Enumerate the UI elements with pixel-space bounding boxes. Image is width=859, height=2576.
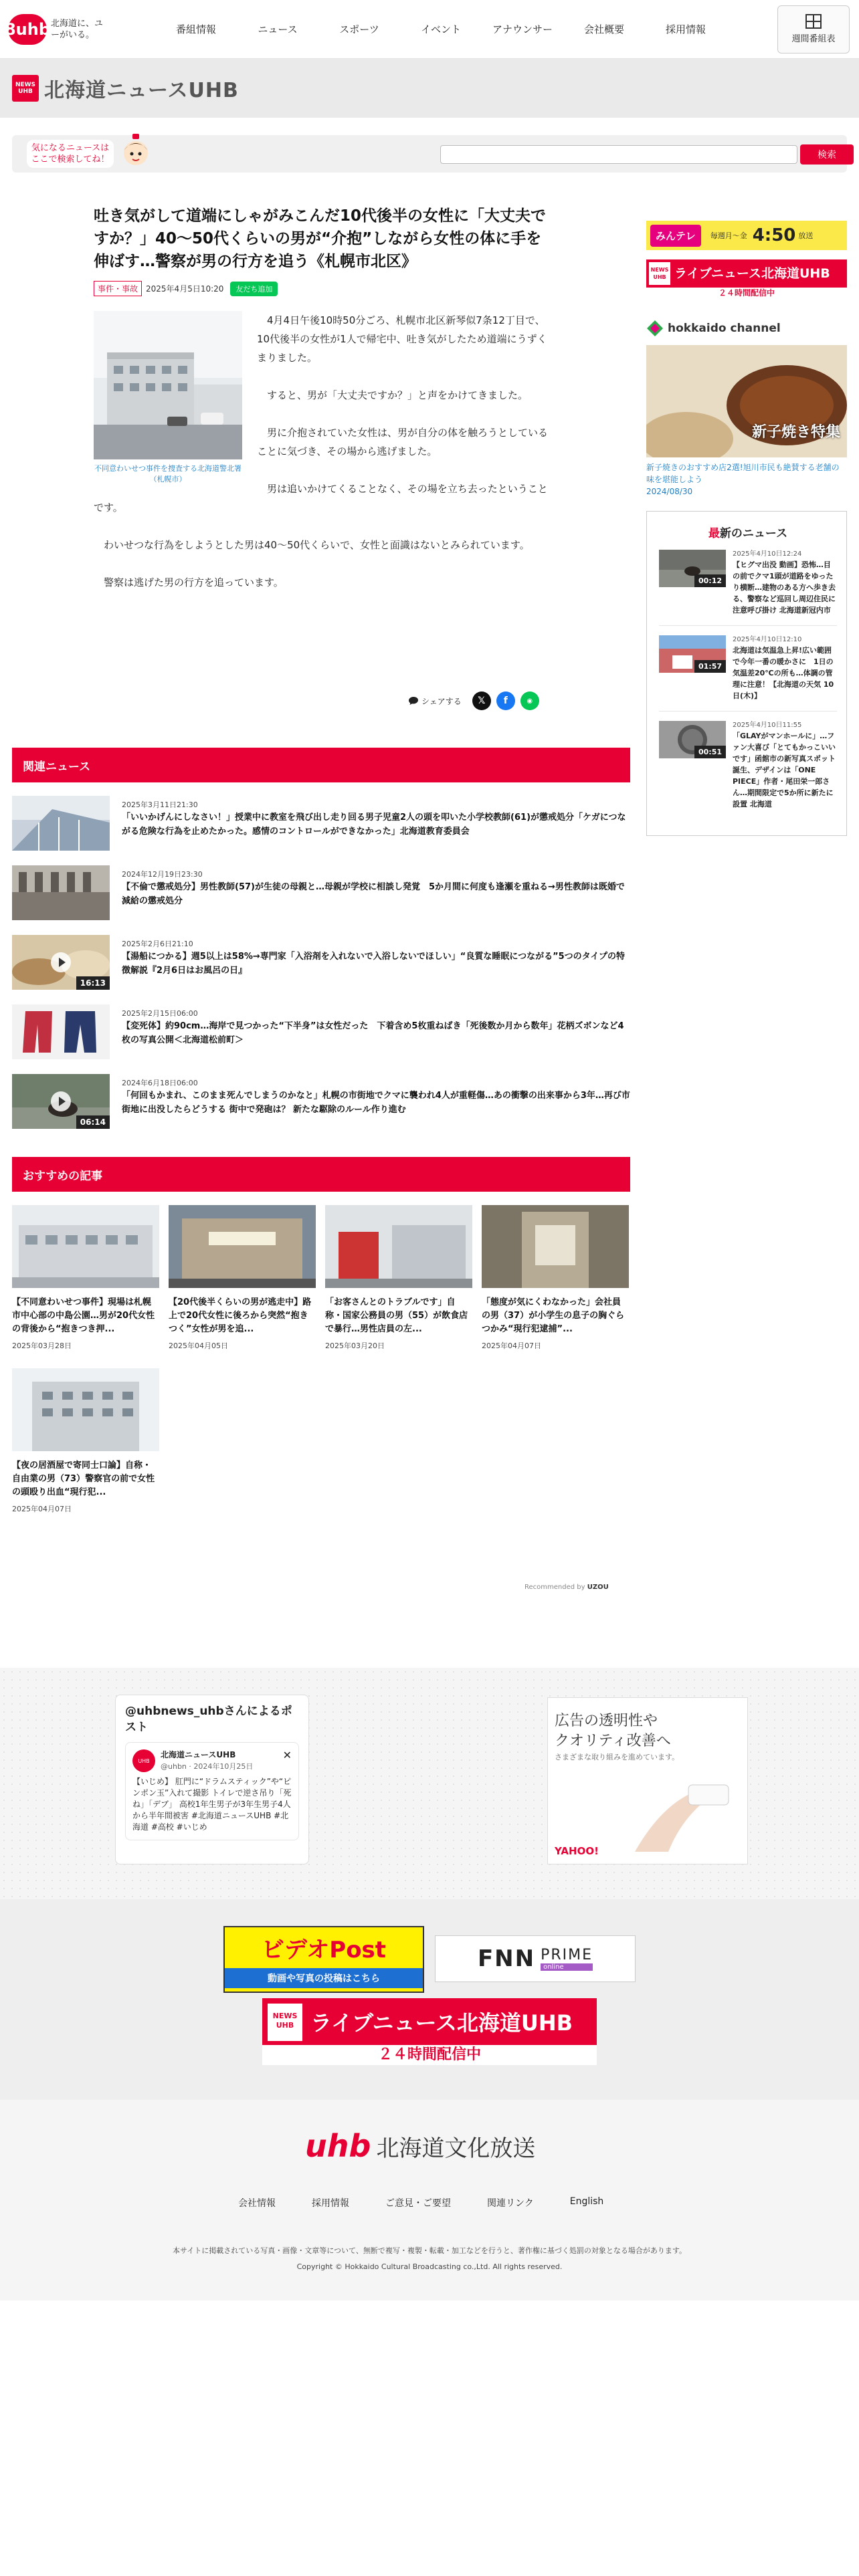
related-news-heading: 関連ニュース xyxy=(12,748,630,782)
related-item[interactable] xyxy=(12,1074,630,1144)
latest-thumb xyxy=(659,635,726,673)
related-item[interactable] xyxy=(12,935,630,1004)
related-thumb xyxy=(12,935,110,990)
site-header xyxy=(0,0,859,59)
related-item[interactable] xyxy=(12,865,630,935)
program-guide-button[interactable] xyxy=(777,5,850,53)
live-footer-logo: NEWS UHB xyxy=(268,2004,302,2041)
article-paragraph: 男に介抱されていた女性は、男が自分の体を触ろうとしていることに気づき、その場から逃げました。 xyxy=(257,427,549,457)
hokkaido-channel-logo-icon xyxy=(646,320,664,337)
related-thumb xyxy=(12,1004,110,1059)
article xyxy=(94,205,549,706)
social-ad-area xyxy=(0,1668,859,1899)
live-footer-sub: ２４時間配信中 xyxy=(262,2045,597,2065)
hokkaido-channel-name: hokkaido channel xyxy=(668,322,781,335)
x-embed-heading: @uhbnews_uhbさんによるポスト xyxy=(125,1705,292,1734)
recommended-thumb xyxy=(169,1205,316,1288)
footer-link-related[interactable]: 関連リンク xyxy=(487,2198,534,2209)
hand-illustration-icon xyxy=(622,1778,742,1858)
latest-news-box xyxy=(646,511,847,836)
x-post-text: 【いじめ】 肛門に“ドラムスティック”や“ピンポン玉”入れて撮影 トイレで逆さ吊り「死ね」「デブ」 高校1年生男子が3年生男子4人から半年間被害 #北海道ニュースUHB #北海道 #高校 #いじめ xyxy=(132,1777,292,1832)
footer-link-company[interactable]: 会社情報 xyxy=(238,2198,276,2209)
latest-date: 2025年4月10日12:10 xyxy=(733,636,802,643)
related-title[interactable]: 「何回もかまれ、このまま死んでしまうのかなと」札幌の市街地でクマに襲われ4人が重軽傷…あの衝撃の出来事から3年…再び市街地に出没したらどうする 街中で発砲は？ 新たな駆除のルール作り進む xyxy=(122,1091,630,1115)
related-date: 2025年3月11日21:30 xyxy=(122,800,198,809)
video-post-sub: 動画や写真の投稿はこちら xyxy=(225,1968,423,1988)
mascot-icon xyxy=(116,132,155,171)
article-paragraph: 男は追いかけてくることなく、その場を立ち去ったということです。 xyxy=(94,483,548,514)
latest-news-item[interactable] xyxy=(659,721,837,819)
related-thumb xyxy=(12,865,110,920)
x-handle: @uhbn · 2024年10月25日 xyxy=(161,1762,254,1771)
latest-date: 2025年4月10日12:24 xyxy=(733,550,802,558)
speech-bubble-icon xyxy=(408,696,419,706)
search-button[interactable]: 検索 xyxy=(800,144,854,165)
recommended-date: 2025年04月07日 xyxy=(12,1505,72,1513)
site-logo[interactable] xyxy=(4,14,142,45)
nav-events[interactable]: イベント xyxy=(420,23,461,35)
latest-thumb xyxy=(659,550,726,587)
live-footer-title: ライブニュース北海道UHB xyxy=(310,2010,573,2036)
mintele-schedule: 毎週月～金 xyxy=(710,231,747,240)
article-body xyxy=(94,311,549,592)
recommended-date: 2025年04月05日 xyxy=(169,1341,228,1350)
related-title[interactable]: 【湯船につかる】週5以上は58%→専門家「入浴剤を入れないで入浴しないでほしい」“良質な睡眠につながる”5つのタイプの特徴解説『2月6日はお風呂の日』 xyxy=(122,952,626,976)
global-nav xyxy=(155,22,727,36)
recommended-title: 【不同意わいせつ事件】現場は札幌市中心部の中島公園…男が20代女性の背後から“抱きつき押... xyxy=(12,1297,155,1334)
share-bar xyxy=(408,691,539,710)
article-figure xyxy=(94,311,242,485)
latest-title[interactable]: 北海道は気温急上昇!広い範囲で今年一番の暖かさに 1日の気温差20℃の所も…体調の管理に注意！【北海道の天気 10日(木)】 xyxy=(733,646,834,700)
article-paragraph: 4月4日午後10時50分ごろ、札幌市北区新琴似7条12丁目で、10代後半の女性が1人で帰宅中、吐き気がしたため道端にうずくまりました。 xyxy=(257,314,547,364)
latest-date: 2025年4月10日11:55 xyxy=(733,722,802,729)
footer-notice xyxy=(0,2243,859,2275)
recommended-card[interactable] xyxy=(482,1205,629,1351)
recommended-date: 2025年03月28日 xyxy=(12,1341,72,1350)
recommended-card[interactable] xyxy=(12,1368,159,1514)
recommended-thumb xyxy=(12,1205,159,1288)
recommended-thumb xyxy=(482,1205,629,1288)
related-date: 2024年12月19日23:30 xyxy=(122,870,203,879)
video-duration: 06:14 xyxy=(76,1115,110,1129)
article-paragraph: わいせつな行為をしようとした男は40～50代くらいで、女性と面識はないとみられています。 xyxy=(104,539,530,551)
mintele-brand: みんテレ xyxy=(650,225,701,247)
x-post[interactable] xyxy=(125,1742,299,1840)
latest-title[interactable]: 「GLAYがマンホールに」…ファン大喜び「とてもかっこいいです」函館市の新写真スポット誕生、デザインは「ONE PIECE」作者・尾田栄一郎さん…期間限定で5か所に新たに設置 北海道 xyxy=(733,732,836,809)
video-post-banner[interactable] xyxy=(223,1926,424,1993)
sidebar xyxy=(646,221,847,836)
footer-brand-name: 北海道文化放送 xyxy=(376,2135,536,2162)
video-post-title: ビデオPost xyxy=(261,1937,387,1963)
related-news-list xyxy=(12,796,630,1144)
ad-banner[interactable] xyxy=(547,1697,748,1864)
related-title[interactable]: 「いいかげんにしなさい！」授業中に教室を飛び出し走り回る男子児童2人の頭を叩いた小学校教師(61)が懲戒処分「ケガにつながる危険な行為を止めたかった。感情のコントロールができなかった」北海道教育委員会 xyxy=(122,813,626,837)
nav-news[interactable]: ニュース xyxy=(258,23,298,35)
video-duration: 01:57 xyxy=(694,660,726,673)
recommended-card[interactable] xyxy=(12,1205,159,1351)
recommended-by: Recommended by UZOU xyxy=(524,1584,609,1591)
nav-programs[interactable]: 番組情報 xyxy=(175,23,216,35)
recommended-grid xyxy=(12,1205,630,1531)
copyright-text: Copyright © Hokkaido Cultural Broadcasting co.,Ltd. All rights reserved. xyxy=(296,2262,563,2271)
search-input[interactable] xyxy=(440,145,797,164)
calendar-grid-icon xyxy=(805,14,822,29)
hokkaido-channel[interactable] xyxy=(646,318,847,498)
recommended-title: 【夜の居酒屋で寄同士口論】自称・自由業の男（73）警察官の前で女性の頭殴り出血“現行犯... xyxy=(12,1461,155,1497)
site-footer xyxy=(0,2100,859,2300)
share-label: シェアする xyxy=(408,695,462,707)
recommended-thumb xyxy=(12,1368,159,1451)
search-bar xyxy=(12,135,847,173)
fnn-online: online xyxy=(541,1963,593,1971)
live-news-footer-banner[interactable] xyxy=(262,1998,597,2065)
live-news-title: ライブニュース北海道UHB xyxy=(674,266,830,281)
live-news-logo: NEWS UHB xyxy=(649,262,670,285)
nav-recruit[interactable]: 採用情報 xyxy=(665,23,706,35)
article-photo[interactable] xyxy=(94,311,242,459)
fnn-logo: FNN xyxy=(477,1945,536,1972)
latest-news-heading: 最新のニュース xyxy=(708,527,788,540)
x-embed[interactable] xyxy=(115,1695,309,1864)
news-banner xyxy=(0,59,859,118)
category-badge[interactable]: 事件・事故 xyxy=(94,281,142,296)
footer-link-feedback[interactable]: ご意見・ご要望 xyxy=(385,2198,451,2209)
play-icon[interactable] xyxy=(51,952,71,972)
recommended-title: 【20代後半くらいの男が逃走中】路上で20代女性に後ろから突然“抱きつく”女性が男を追... xyxy=(169,1297,312,1334)
nav-announcers[interactable]: アナウンサー xyxy=(492,23,553,35)
recommended-title: 「態度が気にくわなかった」会社員の男（37）が小学生の息子の胸ぐらつかみ“現行犯逮捕”... xyxy=(482,1297,625,1334)
related-title[interactable]: 【変死体】約90cm…海岸で見つかった“下半身”は女性だった 下着含め5枚重ねばき「死後数か月から数年」花柄ズボンなど4枚の写真公開＜北海道松前町＞ xyxy=(122,1021,624,1045)
related-title[interactable]: 【不倫で懲戒処分】男性教師(57)が生徒の母親と…母親が学校に相談し発覚 5か月間に何度も逢瀬を重ねる→男性教師は既婚で減給の懲戒処分 xyxy=(122,882,625,906)
related-date: 2025年2月15日06:00 xyxy=(122,1009,198,1018)
nav-sports[interactable]: スポーツ xyxy=(339,23,379,35)
play-icon[interactable] xyxy=(51,1091,71,1111)
related-item[interactable] xyxy=(12,796,630,865)
program-guide-label: 週間番組表 xyxy=(791,34,836,44)
recommended-date: 2025年04月07日 xyxy=(482,1341,541,1350)
fnn-prime: PRIME xyxy=(541,1947,593,1963)
search-hint-bubble: 気になるニュースはここで検索してね！ xyxy=(27,140,114,168)
footer-nav xyxy=(238,2196,640,2210)
related-item[interactable] xyxy=(12,1004,630,1074)
latest-news-item[interactable] xyxy=(659,635,837,712)
related-date: 2025年2月6日21:10 xyxy=(122,940,193,948)
mintele-time: 4:50 xyxy=(752,225,796,245)
article-date: 2025年4月5日10:20 xyxy=(146,284,224,294)
recommended-thumb xyxy=(325,1205,472,1288)
footer-link-recruit[interactable]: 採用情報 xyxy=(312,2198,349,2209)
live-news-sub: ２４時間配信中 xyxy=(646,288,847,298)
ad-subtitle: さまざまな取り組みを進めています。 xyxy=(555,1753,680,1761)
ad-title: 広告の透明性や クオリティ改善へ xyxy=(555,1713,671,1749)
related-thumb xyxy=(12,796,110,851)
channel-title[interactable]: 新子焼きのおすすめ店2選!旭川市民も絶賛する老舗の味を堪能しよう xyxy=(646,463,840,484)
footer-link-english[interactable]: English xyxy=(569,2196,604,2207)
channel-date: 2024/08/30 xyxy=(646,487,693,496)
article-paragraph: 警察は逃げた男の行方を追っています。 xyxy=(104,576,284,588)
video-duration: 16:13 xyxy=(76,976,110,990)
nav-company[interactable]: 会社概要 xyxy=(583,23,624,35)
line-share-icon[interactable]: ◉ xyxy=(520,691,539,710)
logo-tagline: 北海道に、ユーがいる。 xyxy=(51,18,104,40)
x-logo-icon[interactable]: ✕ xyxy=(282,1749,292,1761)
article-title: 吐き気がして道端にしゃがみこんだ10代後半の女性に「大丈夫ですか？」40～50代くらいの男が“介抱”しながら女性の体に手を伸ばす…警察が男の行方を追う《札幌市北区》 xyxy=(94,207,547,270)
line-friend-button[interactable]: 友だち追加 xyxy=(230,282,278,296)
footer-banners xyxy=(0,1899,859,2100)
mintele-banner[interactable] xyxy=(646,221,847,250)
fnn-prime-banner[interactable] xyxy=(435,1935,636,1982)
latest-title[interactable]: 【ヒグマ出没 動画】恐怖…目の前でクマ1頭が道路をゆったり横断…建物のある方へ歩き去る、警察など巡回し周辺住民に注意呼び掛け 北海道新冠内市 xyxy=(733,560,836,615)
copyright-notice: 本サイトに掲載されている写真・画像・文章等について、無断で複写・複製・転載・加工などを行うと、著作権に基づく処罰の対象となる場合があります。 xyxy=(173,2246,686,2255)
related-date: 2024年6月18日06:00 xyxy=(122,1079,198,1087)
latest-news-item[interactable] xyxy=(659,550,837,626)
footer-logo[interactable] xyxy=(305,2128,535,2164)
news-uhb-logo[interactable]: NEWS UHB xyxy=(12,75,39,102)
x-account-name: 北海道ニュースUHB xyxy=(161,1750,236,1759)
mintele-sub: 放送 xyxy=(798,231,814,240)
channel-thumb xyxy=(646,345,847,457)
photo-caption: 不同意わいせつ事件を捜査する北海道警北署（札幌市） xyxy=(94,464,242,484)
live-news-banner[interactable] xyxy=(646,259,847,298)
article-paragraph: すると、男が「大丈夫ですか？」と声をかけてきました。 xyxy=(267,389,529,401)
article-meta xyxy=(94,281,549,296)
channel-overlay: 新子焼き特集 xyxy=(751,424,840,441)
uhb-logo-mark: 8uhb xyxy=(8,14,47,45)
x-share-icon[interactable]: 𝕏 xyxy=(472,691,491,710)
latest-thumb xyxy=(659,721,726,758)
recommended-card[interactable] xyxy=(325,1205,472,1351)
news-site-title[interactable]: 北海道ニュースUHB xyxy=(44,79,239,102)
yahoo-logo: YAHOO! xyxy=(555,1845,599,1857)
footer-brand-mark: uhb xyxy=(305,2128,371,2164)
video-duration: 00:51 xyxy=(694,746,726,758)
avatar: UHB xyxy=(132,1749,155,1772)
recommended-date: 2025年03月20日 xyxy=(325,1341,385,1350)
recommended-title: 「お客さんとのトラブルです」自称・国家公務員の男（55）が飲食店で暴行…男性店員の左... xyxy=(325,1297,468,1334)
recommended-card[interactable] xyxy=(169,1205,316,1351)
recommended-heading: おすすめの記事 xyxy=(12,1157,630,1192)
video-duration: 00:12 xyxy=(694,574,726,587)
related-thumb xyxy=(12,1074,110,1129)
facebook-share-icon[interactable]: f xyxy=(496,691,515,710)
